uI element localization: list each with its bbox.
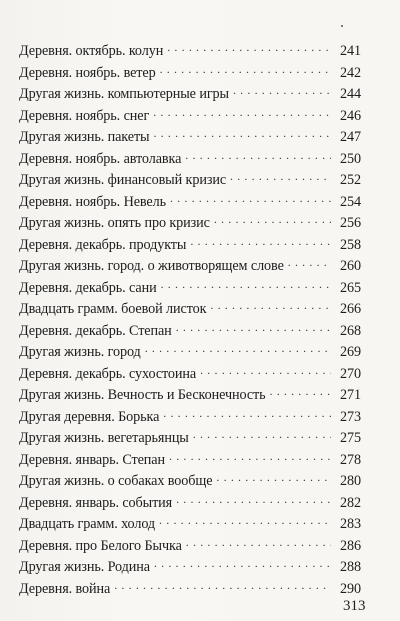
toc-entry: [19, 364, 361, 386]
dot-leader: [145, 342, 331, 356]
toc-entry-title: Деревня. декабрь. сухостоина: [19, 365, 197, 382]
toc-entry-page: 258: [340, 236, 361, 253]
toc-entry-title: Деревня. война: [19, 580, 111, 597]
toc-entry-page: 256: [340, 215, 361, 231]
toc-entry-page: 290: [340, 580, 361, 597]
toc-entry: [19, 514, 361, 536]
dot-leader: [186, 536, 331, 550]
toc-entry: [19, 342, 361, 364]
dot-leader: [210, 299, 331, 313]
toc-entry-title: Деревня. декабрь. сани: [19, 279, 157, 296]
toc-entry: [19, 256, 361, 278]
toc-entry-page: 273: [340, 408, 361, 425]
toc-entry-title: Деревня. январь. Степан: [19, 451, 165, 468]
toc-entry-title: Деревня. ноябрь. автолавка: [19, 150, 182, 167]
toc-entry-page: 246: [340, 107, 361, 124]
toc-entry-page: 268: [340, 322, 361, 339]
toc-entry-title: Деревня. декабрь. продукты: [19, 236, 187, 253]
dot-leader: [163, 407, 331, 421]
toc-entry-page: 283: [340, 516, 361, 532]
dot-leader: [169, 450, 331, 464]
dot-leader: [216, 471, 331, 485]
toc-entry-page: 286: [340, 537, 361, 554]
toc-entry: [19, 299, 361, 321]
toc-entry: [19, 213, 361, 235]
toc-entry: [19, 278, 361, 300]
dot-leader: [230, 170, 331, 184]
toc-entry-page: 271: [340, 387, 361, 403]
toc-entry-page: 265: [340, 279, 361, 296]
toc-entry-title: Другая жизнь. Вечность и Бесконечность: [19, 387, 266, 403]
dot-leader: [114, 579, 331, 593]
toc-entry-page: 250: [340, 150, 361, 167]
toc-entry: [19, 235, 361, 257]
toc-entry-title: Другая жизнь. финансовый кризис: [19, 172, 227, 188]
dot-leader: [288, 256, 331, 270]
toc-entry-page: 270: [340, 365, 361, 382]
toc-entry-title: Другая жизнь. Родина: [19, 559, 150, 575]
toc-entry: [19, 149, 361, 171]
toc-entry-page: 260: [340, 258, 361, 274]
toc-entry-title: Деревня. ноябрь. ветер: [19, 64, 156, 81]
toc-entry: [19, 192, 361, 214]
dot-leader: [160, 63, 331, 77]
toc-entry-title: Деревня. про Белого Бычка: [19, 537, 182, 554]
toc-entry-page: 275: [340, 430, 361, 446]
toc-entry-title: Другая жизнь. пакеты: [19, 129, 150, 145]
toc-entry-title: Деревня. октябрь. колун: [19, 43, 164, 59]
dot-leader: [154, 557, 331, 571]
dot-leader: [159, 514, 331, 528]
toc-entry: [19, 41, 361, 63]
toc-entry-title: Двадцать грамм. холод: [19, 516, 156, 532]
dot-leader: [161, 278, 331, 292]
toc-entry-page: 244: [340, 86, 361, 102]
toc-entry: [19, 557, 361, 579]
toc-entry: [19, 321, 361, 343]
toc-entry: [19, 471, 361, 493]
toc-entry-page: 288: [340, 559, 361, 575]
dot-leader: [185, 149, 331, 163]
toc-entry-page: 241: [340, 43, 361, 59]
toc-entry: [19, 385, 361, 407]
toc-entry-title: Другая жизнь. о собаках вообще: [19, 473, 213, 489]
toc-entry: [19, 170, 361, 192]
dot-leader: [190, 235, 331, 249]
toc-entry: [19, 428, 361, 450]
toc-entry: [19, 579, 361, 601]
toc-entry-title: Двадцать грамм. боевой листок: [19, 301, 207, 317]
table-of-contents: [19, 41, 361, 600]
toc-entry: [19, 450, 361, 472]
toc-entry-title: Другая жизнь. вегетарьянцы: [19, 430, 189, 446]
toc-entry-title: Другая жизнь. город: [19, 344, 141, 360]
dot-leader: [176, 493, 331, 507]
toc-entry: [19, 84, 361, 106]
dot-leader: [176, 321, 331, 335]
toc-entry: [19, 63, 361, 85]
toc-entry-page: 242: [340, 64, 361, 81]
dot-leader: [153, 127, 331, 141]
dot-leader: [200, 364, 331, 378]
toc-entry: [19, 493, 361, 515]
dot-leader: [193, 428, 331, 442]
toc-entry-page: 252: [340, 172, 361, 188]
toc-entry-title: Деревня. ноябрь. снег: [19, 107, 150, 124]
toc-entry-title: Деревня. декабрь. Степан: [19, 322, 172, 339]
toc-entry-title: Деревня. ноябрь. Невель: [19, 193, 166, 210]
toc-entry-page: 269: [340, 344, 361, 360]
toc-entry-page: 278: [340, 451, 361, 468]
ink-speck: [341, 25, 343, 27]
page-number: 313: [343, 598, 366, 614]
toc-entry-page: 247: [340, 129, 361, 145]
toc-entry-title: Другая деревня. Борька: [19, 408, 160, 425]
dot-leader: [153, 106, 331, 120]
toc-entry-page: 266: [340, 301, 361, 317]
dot-leader: [170, 192, 331, 206]
dot-leader: [233, 84, 331, 98]
toc-entry-title: Другая жизнь. город. о животворящем слове: [19, 258, 284, 274]
toc-entry: [19, 127, 361, 149]
toc-entry-title: Деревня. январь. события: [19, 494, 173, 511]
toc-entry-title: Другая жизнь. компьютерные игры: [19, 86, 229, 102]
toc-entry-page: 280: [340, 473, 361, 489]
dot-leader: [214, 213, 331, 227]
dot-leader: [167, 41, 331, 55]
toc-entry-title: Другая жизнь. опять про кризис: [19, 215, 210, 231]
toc-entry-page: 254: [340, 193, 361, 210]
dot-leader: [270, 385, 332, 399]
toc-entry: [19, 536, 361, 558]
toc-entry: [19, 407, 361, 429]
toc-entry-page: 282: [340, 494, 361, 511]
toc-entry: [19, 106, 361, 128]
